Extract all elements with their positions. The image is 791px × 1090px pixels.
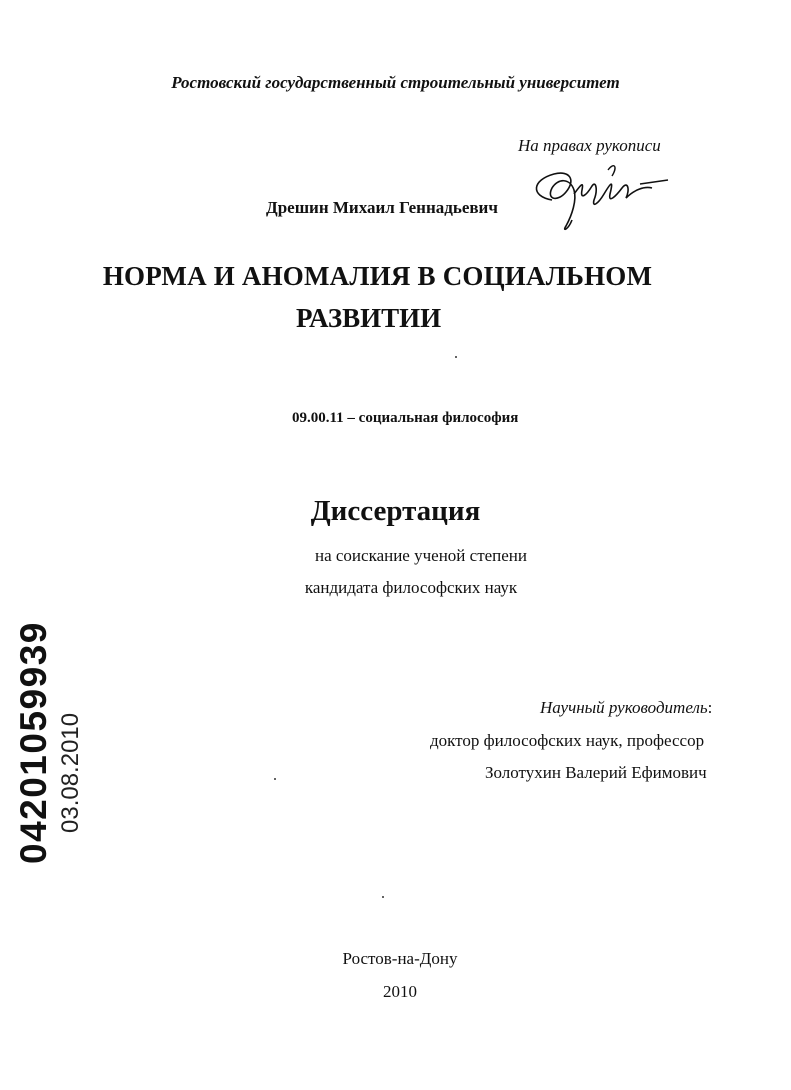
paper-speck (382, 896, 384, 898)
specialty-code: 09.00.11 – социальная философия (292, 410, 519, 426)
signature-icon (522, 160, 682, 240)
paper-speck (455, 356, 457, 358)
supervisor-label-colon: : (707, 698, 713, 717)
degree-line-1: на соискание ученой степени (314, 546, 528, 565)
university-name: Ростовский государственный строительный университет (171, 73, 620, 92)
manuscript-rights-note: На правах рукописи (518, 136, 661, 155)
document-type: Диссертация (310, 495, 481, 527)
supervisor-label (540, 698, 712, 718)
library-stamp-date: 03.08.2010 (57, 712, 84, 833)
supervisor-name: Золотухин Валерий Ефимович (485, 763, 707, 782)
dissertation-title-line-1: НОРМА И АНОМАЛИЯ В СОЦИАЛЬНОМ (102, 261, 653, 291)
supervisor-label-text: Научный руководитель (540, 698, 708, 717)
dissertation-title-line-2: РАЗВИТИИ (296, 303, 442, 333)
library-stamp-id: 04201059939 (13, 621, 54, 864)
author-name: Дрешин Михаил Геннадьевич (266, 198, 498, 217)
degree-line-2: кандидата философских наук (304, 578, 518, 597)
paper-speck (274, 778, 276, 780)
year: 2010 (383, 982, 417, 1001)
supervisor-title: доктор философских наук, профессор (430, 731, 705, 750)
city: Ростов-на-Дону (342, 949, 458, 968)
